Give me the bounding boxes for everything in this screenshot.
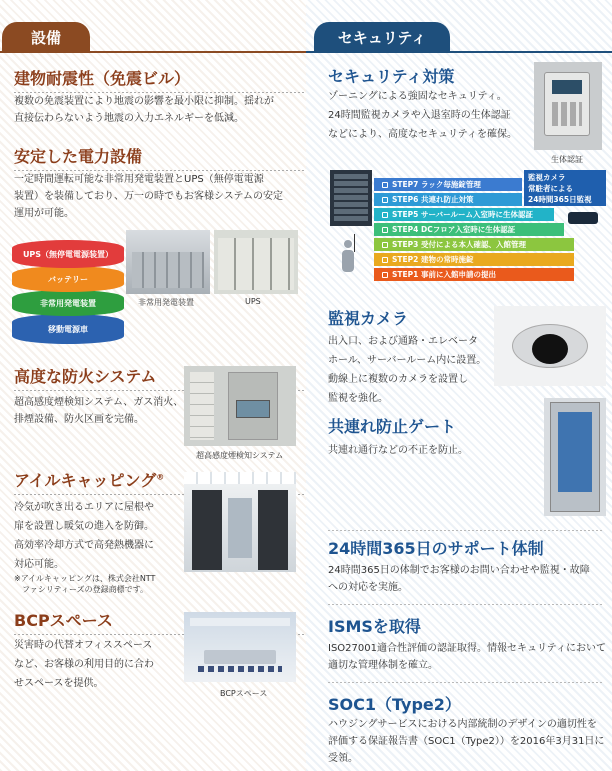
aisle-title-text: アイルキャッピング <box>14 471 157 490</box>
biometric-caption: 生体認証 <box>551 155 583 164</box>
step-label: STEP5 サーバールーム入室時に生体認証 <box>392 210 533 219</box>
security-step-2 <box>374 253 574 266</box>
aisle-note <box>14 573 194 595</box>
equipment-rule <box>0 51 306 53</box>
monitoring-label <box>524 170 606 206</box>
divider <box>328 530 602 531</box>
bcp-body-line: など、お客様の利用目的に合わ <box>14 659 154 670</box>
isms-body-line: 適切な管理体制を確立。 <box>328 660 438 671</box>
isms-title: ISMSを取得 <box>328 614 421 637</box>
ups-layer-generator: 非常用発電装置 <box>12 290 124 316</box>
fire-body-line: 超高感度煙検知システム、ガス消火、 <box>14 397 184 408</box>
camera-title: 監視カメラ <box>328 306 408 329</box>
soc-body-line: ハウジングサービスにおける内部統制のデザインの適切性を <box>328 719 597 730</box>
smoke-detector-photo <box>184 366 296 446</box>
support-body-line: 24時間365日の体制でお客様のお問い合わせや監視・故障 <box>328 565 590 576</box>
camera-body <box>328 332 498 408</box>
lock-icon <box>382 212 388 218</box>
ups-layer-ups: UPS（無停電電源装置） <box>12 240 124 268</box>
camera-icon <box>568 212 598 224</box>
step-label: STEP6 共連れ防止対策 <box>392 195 474 204</box>
gate-photo <box>544 398 606 516</box>
tab-equipment: 設備 <box>2 22 90 52</box>
security-title: セキュリティ対策 <box>328 64 454 87</box>
power-body-line: 装置）を装備しており、万一の時でもお客様システムの安定 <box>14 191 283 202</box>
security-body-line: などにより、高度なセキュリティを確保。 <box>328 129 517 140</box>
smoke-detector-caption: 超高感度煙検知システム <box>196 451 284 460</box>
seismic-body-line: 複数の免震装置により地震の影響を最小限に抑制。揺れが <box>14 96 274 107</box>
security-step-7 <box>374 178 522 191</box>
fire-body <box>14 394 184 428</box>
support-title: 24時間365日のサポート体制 <box>328 536 544 559</box>
lock-icon <box>382 242 388 248</box>
security-body-line: 24時間監視カメラや入退室時の生体認証 <box>328 110 511 121</box>
isms-body-line: ISO27001適合性評価の認証取得。情報セキュリティにおいて <box>328 643 606 654</box>
divider <box>328 604 602 605</box>
monitoring-line: 24時間365日監視 <box>528 195 592 204</box>
bcp-body-line: せスペースを提供。 <box>14 678 104 689</box>
aisle-body-line: 対応可能。 <box>14 559 64 570</box>
support-body-line: への対応を実施。 <box>328 582 408 593</box>
lock-icon <box>382 272 388 278</box>
security-step-3 <box>374 238 574 251</box>
bcp-space-photo <box>184 612 296 682</box>
security-body <box>328 87 538 144</box>
bcp-caption: BCPスペース <box>220 689 268 698</box>
up-arrow-icon <box>354 234 355 252</box>
soc-body <box>328 716 608 767</box>
server-rack-icon <box>330 170 372 226</box>
aisle-body-line: 高効率冷却方式で高発熱機器に <box>14 540 154 551</box>
lock-icon <box>382 257 388 263</box>
aisle-body-line: 扉を設置し暖気の進入を防御。 <box>14 521 154 532</box>
aisle-capping-photo <box>184 472 296 572</box>
security-step-6 <box>374 193 522 206</box>
support-body <box>328 562 608 596</box>
gate-body-line: 共連れ通行などの不正を防止。 <box>328 445 468 456</box>
biometric-photo <box>534 62 602 150</box>
security-rule <box>306 51 612 53</box>
power-body-line: 一定時間運転可能な非常用発電装置とUPS（無停電電源 <box>14 174 264 185</box>
monitoring-line: 監視カメラ <box>528 173 566 182</box>
seismic-body <box>14 93 300 127</box>
camera-body-line: 監視を強化。 <box>328 393 388 404</box>
gate-body <box>328 442 498 459</box>
ups-photo <box>214 230 298 294</box>
security-step-1 <box>374 268 574 281</box>
dome-camera-photo <box>494 306 606 386</box>
fire-body-line: 排煙設備、防火区画を完備。 <box>14 414 144 425</box>
aisle-body-line: 冷気が吹き出るエリアに屋根や <box>14 502 154 513</box>
lock-icon <box>382 227 388 233</box>
aisle-note-line: ファシリティーズの登録商標です。 <box>14 585 148 594</box>
camera-body-line: 出入口、および通路・エレベータ <box>328 336 478 347</box>
ups-caption: UPS <box>245 297 261 306</box>
soc-body-line: 評価する保証報告書（SOC1（Type2））を2016年3月31日に <box>328 736 605 747</box>
power-body-line: 運用が可能。 <box>14 208 74 219</box>
aisle-body <box>14 498 184 574</box>
soc-body-line: 受領。 <box>328 753 358 764</box>
aisle-title <box>14 468 164 491</box>
seismic-title: 建物耐震性（免震ビル） <box>14 66 190 89</box>
divider <box>328 682 602 683</box>
bcp-body <box>14 636 186 693</box>
bcp-title: BCPスペース <box>14 608 113 631</box>
monitoring-line: 常駐者による <box>528 184 573 193</box>
lock-icon <box>382 182 388 188</box>
camera-body-line: ホール、サーバールーム内に設置。 <box>328 355 487 366</box>
fire-title: 高度な防火システム <box>14 364 156 387</box>
bcp-body-line: 災害時の代替オフィススペース <box>14 640 153 651</box>
step-label: STEP3 受付による本人確認、入館管理 <box>392 240 526 249</box>
step-label: STEP2 建物の常時施錠 <box>392 255 474 264</box>
lock-icon <box>382 197 388 203</box>
isms-body <box>328 640 608 674</box>
step-label: STEP1 事前に入館申請の提出 <box>392 270 496 279</box>
security-step-5 <box>374 208 554 221</box>
soc-title: SOC1（Type2） <box>328 692 461 715</box>
camera-body-line: 動線上に複数のカメラを設置し <box>328 374 468 385</box>
generator-photo <box>126 230 210 294</box>
power-body <box>14 171 304 222</box>
security-body-line: ゾーニングによる強固なセキュリティ。 <box>328 91 507 102</box>
gate-title: 共連れ防止ゲート <box>328 414 456 437</box>
aisle-note-line: ※アイルキャッピングは、株式会社NTT <box>14 574 156 583</box>
ups-layer-vehicle: 移動電源車 <box>12 314 124 344</box>
tab-security: セキュリティ <box>314 22 450 52</box>
generator-caption: 非常用発電装置 <box>138 298 194 307</box>
registered-mark: ® <box>156 472 165 482</box>
step-label: STEP7 ラック毎施錠管理 <box>392 180 481 189</box>
ups-layer-battery: バッテリー <box>12 266 124 292</box>
seismic-body-line: 直接伝わらないよう地震の入力エネルギーを低減。 <box>14 113 244 124</box>
step-label: STEP4 DCフロア入室時に生体認証 <box>392 225 516 234</box>
power-title: 安定した電力設備 <box>14 144 142 167</box>
security-step-4 <box>374 223 564 236</box>
